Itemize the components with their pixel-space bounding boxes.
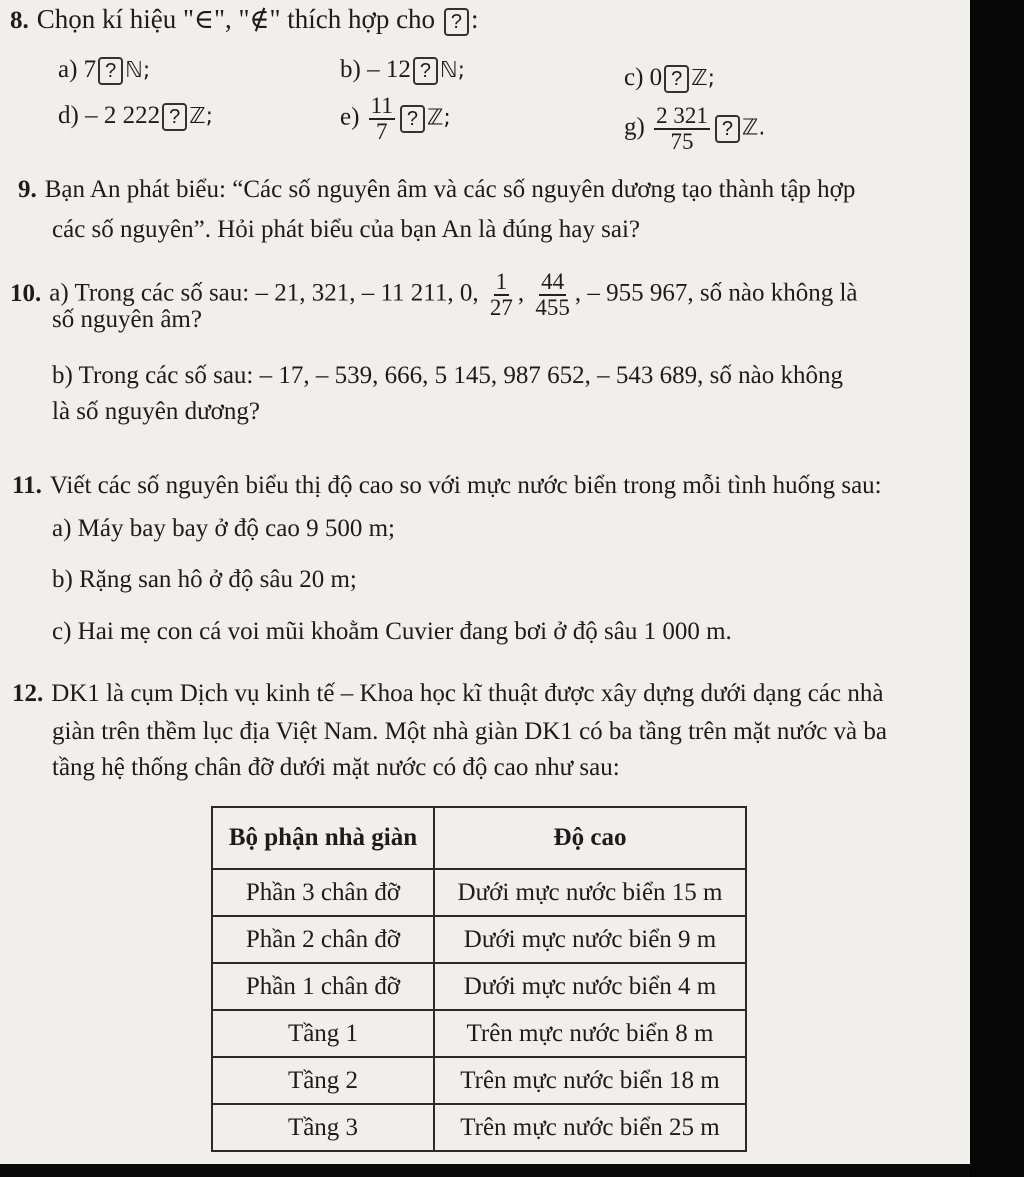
q10-b-line1: b) Trong các số sau: – 17, – 539, 666, 5 145, 987 652, – 543 689, số nào không	[52, 362, 843, 389]
table-header-height: Độ cao	[434, 807, 746, 869]
q9-line1	[18, 176, 855, 204]
q12-line1	[12, 680, 883, 708]
page-edge-shadow	[970, 0, 1024, 1177]
q8-b-label: b)	[340, 56, 361, 83]
q10-fraction-2	[533, 270, 572, 320]
q11-prompt-text: Viết các số nguyên biểu thị độ cao so với mực nước biển trong mỗi tình huống sau:	[49, 472, 882, 499]
table-header-row	[212, 807, 746, 869]
q11-a: a) Máy bay bay ở độ cao 9 500 m;	[52, 515, 395, 542]
q11-c: c) Hai mẹ con cá voi mũi khoằm Cuvier đang bơi ở độ sâu 1 000 m.	[52, 618, 732, 645]
q10-a-start: a) Trong các số sau: – 21, 321, – 11 211, 0,	[49, 279, 479, 307]
q10-a-end: , – 955 967, số nào không là	[574, 279, 858, 307]
q8-a-label: a)	[58, 56, 78, 83]
q8-prompt	[10, 4, 478, 36]
q8-a-set: ℕ;	[125, 58, 151, 83]
q8-e-label: e)	[340, 103, 360, 131]
q8-e-numerator: 11	[370, 93, 393, 118]
q8-a-left: 7	[83, 56, 97, 83]
answer-box[interactable]: ?	[444, 8, 469, 36]
q10-separator: ,	[517, 279, 525, 307]
q12-line2: giàn trên thềm lục địa Việt Nam. Một nhà giàn DK1 có ba tầng trên mặt nước và ba	[52, 718, 887, 745]
table-row	[212, 1104, 746, 1151]
q8-c-label: c)	[624, 64, 644, 91]
q10-fraction-1	[488, 270, 515, 320]
q10-f1-numerator: 1	[495, 269, 508, 294]
table-cell-part: Tầng 1	[212, 1010, 434, 1057]
table-row	[212, 916, 746, 963]
table-cell-height: Dưới mực nước biển 9 m	[434, 916, 746, 963]
table-cell-part: Phần 1 chân đỡ	[212, 963, 434, 1010]
q8-item-e	[340, 94, 451, 144]
table-cell-height: Dưới mực nước biển 15 m	[434, 869, 746, 916]
q8-item-b	[340, 56, 465, 85]
q10-number: 10.	[10, 279, 42, 307]
q9-line2: các số nguyên”. Hỏi phát biểu của bạn An là đúng hay sai?	[52, 216, 641, 243]
table-row	[212, 1010, 746, 1057]
table-cell-part: Tầng 2	[212, 1057, 434, 1104]
q8-d-left: – 2 222	[85, 102, 161, 129]
table-row	[212, 963, 746, 1010]
answer-box[interactable]: ?	[400, 105, 425, 133]
height-table	[211, 806, 747, 1152]
q10-b-line2: là số nguyên dương?	[52, 398, 260, 425]
q8-d-label: d)	[58, 102, 79, 129]
q8-item-d	[58, 102, 213, 131]
answer-box[interactable]: ?	[98, 57, 123, 85]
answer-box[interactable]: ?	[413, 57, 438, 85]
q8-item-c	[624, 64, 715, 93]
table-cell-height: Dưới mực nước biển 4 m	[434, 963, 746, 1010]
q12-number: 12.	[12, 680, 44, 707]
answer-box[interactable]: ?	[162, 103, 187, 131]
q8-b-set: ℕ;	[439, 58, 465, 83]
q11-b: b) Rặng san hô ở độ sâu 20 m;	[52, 566, 357, 593]
q8-c-set: ℤ;	[691, 66, 716, 91]
table-cell-part: Tầng 3	[212, 1104, 434, 1151]
table-row	[212, 1057, 746, 1104]
q8-c-left: 0	[649, 64, 663, 91]
q8-number: 8.	[10, 7, 29, 34]
q10-f1-denominator: 27	[489, 295, 513, 320]
q8-item-a	[58, 56, 150, 85]
q10-a-line2: số nguyên âm?	[52, 306, 202, 333]
q8-item-g	[624, 104, 765, 154]
q11-prompt	[12, 472, 882, 500]
q8-e-denominator: 7	[376, 119, 388, 144]
table-cell-part: Phần 2 chân đỡ	[212, 916, 434, 963]
q9-text-1: Bạn An phát biểu: “Các số nguyên âm và các số nguyên dương tạo thành tập hợp	[44, 176, 856, 203]
answer-box[interactable]: ?	[664, 65, 689, 93]
q8-e-fraction	[369, 94, 395, 144]
table-cell-height: Trên mực nước biển 8 m	[434, 1010, 746, 1057]
q8-prompt-text: Chọn kí hiệu "∈", "∉" thích hợp cho	[36, 4, 436, 34]
q12-line3: tầng hệ thống chân đỡ dưới mặt nước có độ cao như sau:	[52, 754, 620, 781]
table-cell-height: Trên mực nước biển 25 m	[434, 1104, 746, 1151]
table-row	[212, 869, 746, 916]
q8-g-denominator: 75	[670, 129, 694, 154]
q8-g-set: ℤ.	[741, 115, 766, 141]
q8-g-fraction	[654, 104, 710, 154]
q11-number: 11.	[12, 472, 42, 499]
answer-box[interactable]: ?	[715, 115, 740, 143]
q12-text-1: DK1 là cụm Dịch vụ kinh tế – Khoa học kĩ thuật được xây dựng dưới dạng các nhà	[51, 680, 884, 707]
q10-f2-denominator: 455	[535, 295, 570, 320]
table-cell-part: Phần 3 chân đỡ	[212, 869, 434, 916]
q8-b-left: – 12	[367, 56, 411, 83]
q8-e-set: ℤ;	[426, 105, 451, 131]
q8-colon: :	[470, 4, 479, 34]
q8-g-label: g)	[624, 113, 645, 141]
q8-g-numerator: 2 321	[656, 103, 708, 128]
q10-f2-numerator: 44	[541, 269, 565, 294]
q8-d-set: ℤ;	[189, 104, 213, 129]
q9-number: 9.	[18, 176, 37, 203]
table-cell-height: Trên mực nước biển 18 m	[434, 1057, 746, 1104]
table-header-part: Bộ phận nhà giàn	[212, 807, 434, 869]
bottom-shadow	[0, 1164, 970, 1177]
